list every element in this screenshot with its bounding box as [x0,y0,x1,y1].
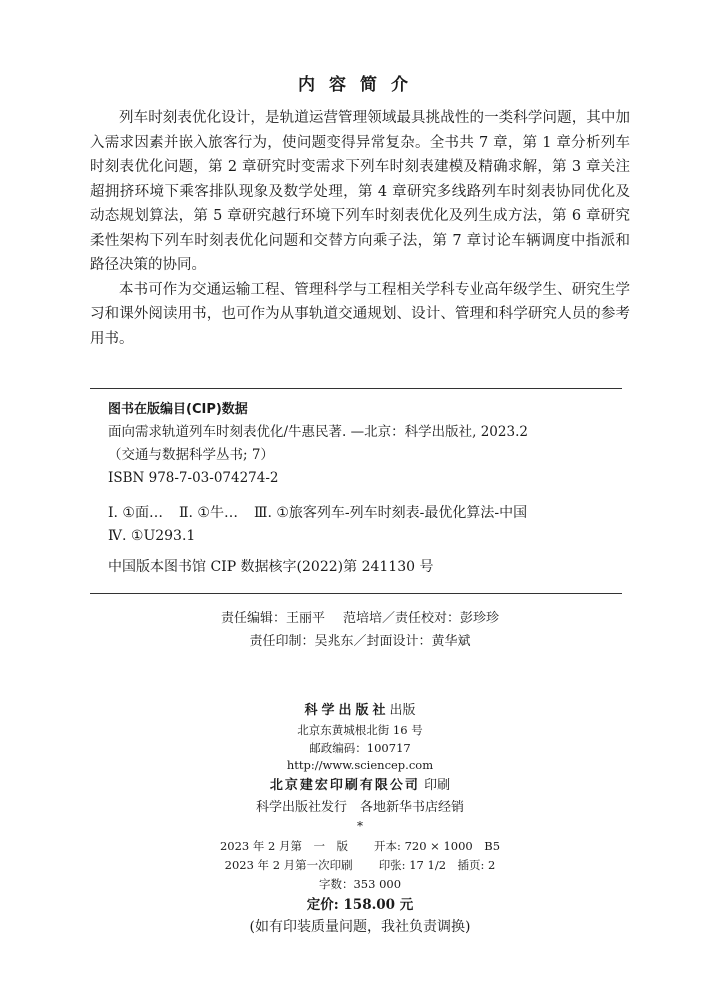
cip-title-line: 面向需求轨道列车时刻表优化/牛惠民著. —北京：科学出版社, 2023.2 [108,424,528,440]
page-title: 内容简介 [298,75,422,95]
printer-line [0,775,720,797]
price: 定价: 158.00 元 [306,896,414,913]
cip-isbn: ISBN 978-7-03-074274-2 [108,470,279,486]
synopsis-paragraph: 列车时刻表优化设计，是轨道运营管理领域最具挑战性的一类科学问题，其中加入需求因素并嵌入旅客行为，使问题变得异常复杂。全书共 7 章，第 1 章分析列车时刻表优化问题，第 2 章研究时变需求下列车时刻表建模及精确求解，第 3 章关注超拥挤环境下乘客排队现象及数学处理，第 4 章研究多线路列车时刻表协同优化及动态规划算法，第 5 章研究越行环境下列车时刻表优化及列生成方法，第 6 章研究柔性架构下列车时刻表优化问题和交替方向乘子法，第 7 章讨论车辆调度中指派和路径决策的协同。 [90,110,630,273]
printing-line [0,856,720,875]
cip-class-item: Ⅱ. ①牛… [178,505,238,521]
divider [90,388,622,389]
cip-verification: 中国版本图书馆 CIP 数据核字(2022)第 241130 号 [108,559,434,575]
cip-series-line: （交通与数据科学丛书; 7） [108,447,274,463]
publisher-name-suffix: 出版 [389,703,416,718]
distribution: 科学出版社发行 各地新华书店经销 [255,799,464,815]
editors-block [0,607,720,653]
quality-notice: (如有印装质量问题，我社负责调换) [249,918,471,935]
sheets-info: 印张: 17 1/2 插页: 2 [378,857,496,872]
synopsis-body [90,106,630,351]
publisher-address: 北京东黄城根北街 16 号 [297,723,423,737]
publisher-url: http://www.sciencep.com [286,758,434,772]
printer-name: 北京建宏印刷有限公司 [269,777,420,793]
printer-suffix: 印刷 [424,777,451,793]
edition-line [0,837,720,856]
publisher-postcode: 邮政编码：100717 [309,740,411,755]
publisher-block [0,700,720,938]
editor-credit: 责任编辑：王丽平 [220,611,325,626]
cip-classification [108,502,628,525]
editor-credit: 范培培／责任校对：彭珍珍 [343,611,500,626]
cip-block [108,398,628,579]
cip-class-line2: Ⅳ. ①U293.1 [108,528,196,544]
separator-star: * [357,818,363,833]
publisher-name: 科学出版社 [304,703,390,718]
editors-line [0,607,720,630]
publisher-name-line [0,700,720,722]
synopsis-paragraph: 本书可作为交通运输工程、管理科学与工程相关学科专业高年级学生、研究生学习和课外阅读用书，也可作为从事轨道交通规划、设计、管理和科学研究人员的参考用书。 [90,281,630,347]
word-count: 字数：353 000 [318,876,402,891]
cip-class-item: Ⅰ. ①面… [108,505,163,521]
printing-info: 2023 年 2 月第一次印刷 [224,857,353,872]
divider [90,593,622,594]
edition-info: 2023 年 2 月第 一 版 [219,838,349,853]
cip-class-item: Ⅲ. ①旅客列车-列车时刻表-最优化算法-中国 [253,505,528,521]
cip-heading: 图书在版编目(CIP)数据 [108,402,248,417]
editors-line: 责任印制：吴兆东／封面设计：黄华斌 [249,634,471,649]
format-info: 开本: 720 × 1000 B5 [374,838,501,853]
